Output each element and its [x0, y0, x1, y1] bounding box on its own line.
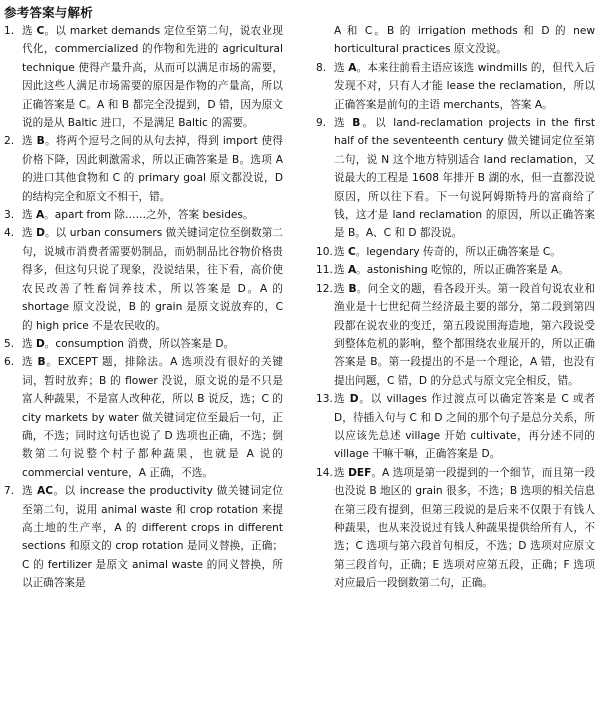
answer-item	[316, 114, 595, 243]
answer-explanation: 。以 urban consumers 做关键词定位至倒数第二句，说城市消费者需要奶制品，而奶制品比谷物价格贵得多，但这句只说了现象，没说结果，往下看，高价使农民改善了牲畜饲养技术，所以答案是 D。A 的 shortage 原文没说，B 的 grain 是原文说放弃的，C 的 high price 不是农民收的。	[22, 227, 283, 332]
answer-prefix: 选	[22, 227, 37, 240]
answer-letter: C	[36, 25, 45, 37]
item-number: 4.	[4, 227, 15, 240]
page-title: 参考答案与解析	[4, 5, 93, 20]
answer-explanation: 。legendary 传奇的，所以正确答案是 C。	[355, 245, 561, 258]
answer-prefix: 选	[22, 356, 38, 369]
answer-explanation: 。consumption 消费，所以答案是 D。	[44, 337, 235, 350]
item-number: 6.	[4, 356, 15, 369]
right-column	[316, 22, 595, 593]
item-number: 14.	[316, 466, 333, 479]
answer-explanation: 。问全文的题，看各段开头。第一段首句说农业和渔业是十七世纪荷兰经济最主要的部分，第二段到第四段都在说农业的变迁，第五段说围海造地，第六段说受到整体危机的影响，整个都围绕农业展开的，所以正确答案是 B。第一段提出的不是一个理论，A 错，也没有提出问题，C 错，D 的分总式与原文完全相反，错。	[334, 282, 595, 387]
answer-letter: B	[37, 356, 46, 369]
answer-prefix: 选	[334, 61, 349, 74]
answer-item	[4, 353, 283, 482]
answer-explanation: A 和 C。B 的 irrigation methods 和 D 的 new horticultural practices 原文没说。	[334, 25, 595, 56]
answer-prefix: 选	[334, 282, 349, 295]
answer-explanation: 。apart from 除……之外，答案 besides。	[44, 209, 254, 222]
item-number: 7.	[4, 485, 15, 498]
answer-explanation: 。astonishing 吃惊的，所以正确答案是 A。	[356, 264, 569, 277]
answer-letter: D	[36, 227, 45, 240]
answer-letter: D	[35, 337, 45, 350]
answer-item	[4, 22, 283, 132]
answer-explanation: 。以 villages 作过渡点可以确定答案是 C 或者 D，待插入句与 C 和 D 之间的那个句子是总分关系，所以应该先总述 village 开始 cultivate，再分述不同的 village 干嘛干嘛，正确答案是 D。	[334, 393, 595, 461]
answer-letter: D	[349, 393, 359, 406]
answer-prefix: 选	[334, 393, 350, 406]
item-number: 9.	[316, 117, 327, 130]
item-number: 8.	[316, 61, 327, 74]
item-number: 12.	[316, 282, 333, 295]
answer-item	[4, 482, 283, 592]
answer-prefix: 选	[22, 135, 37, 148]
answer-prefix: 选	[22, 337, 36, 350]
answer-explanation: 。A 选项是第一段提到的一个细节，而且第一段也没说 B 地区的 grain 很多，不选；B 选项的相关信息在第三段有提到，但第三段说的是后来不仅限于有钱人种蔬果，也从来没说过有钱人种蔬果提供给所有人，不选；C 选项与第六段首句相反，不选；D 选项对应原文第三段首句，正确；E 选项对应第五段，正确；F 选项对应最后一段倒数第二句，正确。	[334, 466, 595, 590]
answer-item	[316, 243, 595, 261]
answer-item	[4, 132, 283, 206]
answer-item	[316, 280, 595, 390]
answer-letter: B	[352, 117, 361, 130]
item-number: 2.	[4, 135, 15, 148]
answer-prefix: 选	[334, 264, 348, 277]
answer-letter: C	[347, 245, 356, 258]
item-number: 5.	[4, 337, 15, 350]
answer-item	[316, 59, 595, 114]
item-number: 1.	[4, 25, 15, 37]
answer-explanation: 。以 increase the productivity 做关键词定位至第二句，说用 animal waste 和 crop rotation 来提高土地的生产率，A 的 different crops in different sections 和原文的 crop rotation 是同义替换，正确；C 的 fertilizer 是原文 animal waste 的同义替换，所以正确答案是	[22, 485, 283, 590]
answer-letter: A	[347, 264, 357, 277]
answer-item	[316, 464, 595, 593]
answer-explanation: 。以 market demands 定位至第二句，说农业现代化，commercialized 的作物和先进的 agricultural technique 使得产量升高，从而可以满足市场的需要，因此这些人满足市场需要的原因是作物的产量高，所以正确答案是 C。A 和 B 都完全没提到，D 错，因为原文说的是从 Baltic 进口，不是满足 Baltic 的需要。	[22, 25, 283, 130]
answer-letter: AC	[37, 485, 54, 498]
left-column	[4, 22, 283, 593]
item-number: 3.	[4, 209, 15, 222]
answer-prefix: 选	[334, 117, 353, 130]
answer-prefix: 选	[334, 466, 349, 479]
answer-item	[316, 22, 595, 59]
answer-letter: B	[348, 282, 357, 295]
answer-explanation: 。本来往前看主语应该选 windmills 的，但代入后发现不对，只有人才能 lease the reclamation，所以正确答案是前句的主语 merchants，答案 A。	[334, 61, 595, 111]
answer-prefix: 选	[22, 485, 38, 498]
answer-explanation: 。EXCEPT 题，排除法。A 选项没有很好的关键词，暂时放弃；B 的 flower 没说，原文说的是不只是富人种蔬果，不是富人改种花，所以 B 说反，选；C 的 city markets by water 做关键词定位至最后一句，正确，不选；同时这句话也说了 D 选项也正确，不选；倒数第二句说整个村子都种蔬果，也就是 A 说的 commercial venture，A 正确，不选。	[22, 356, 283, 479]
answer-letter: DEF	[348, 466, 372, 479]
item-number: 10.	[316, 245, 333, 258]
answer-explanation: 。以 land-reclamation projects in the first half of the seventeenth century 做关键词定位至第二句，说 N 这个地方特别适合 land reclamation，又说最大的工程是 1608 年排开 B 湖的水，但一直都没说原因，所以往下看。下一句说阿姆斯特丹的富商给了钱，这才是 land reclamation 的原因，所以正确答案是 B。A、C 和 D 都没说。	[334, 117, 595, 240]
answer-item	[316, 261, 595, 279]
answer-prefix: 选	[334, 245, 348, 258]
answer-letter: A	[35, 209, 45, 222]
answer-prefix: 选	[22, 25, 37, 37]
answer-letter: B	[36, 135, 45, 148]
answer-prefix: 选	[22, 209, 36, 222]
item-number: 13.	[316, 393, 333, 406]
answer-letter: A	[348, 61, 357, 74]
answer-explanation: 。将两个逗号之间的从句去掉，得到 import 使得价格下降，因此刺激需求，所以正确答案是 B。选项 A 的进口其他食物和 C 的 primary goal 原文都没说，D 的结构完全和原文不相干，错。	[22, 135, 283, 203]
item-number: 11.	[316, 264, 333, 277]
answer-item	[4, 335, 283, 353]
answer-item	[316, 390, 595, 464]
answer-item	[4, 224, 283, 334]
answer-item	[4, 206, 283, 224]
